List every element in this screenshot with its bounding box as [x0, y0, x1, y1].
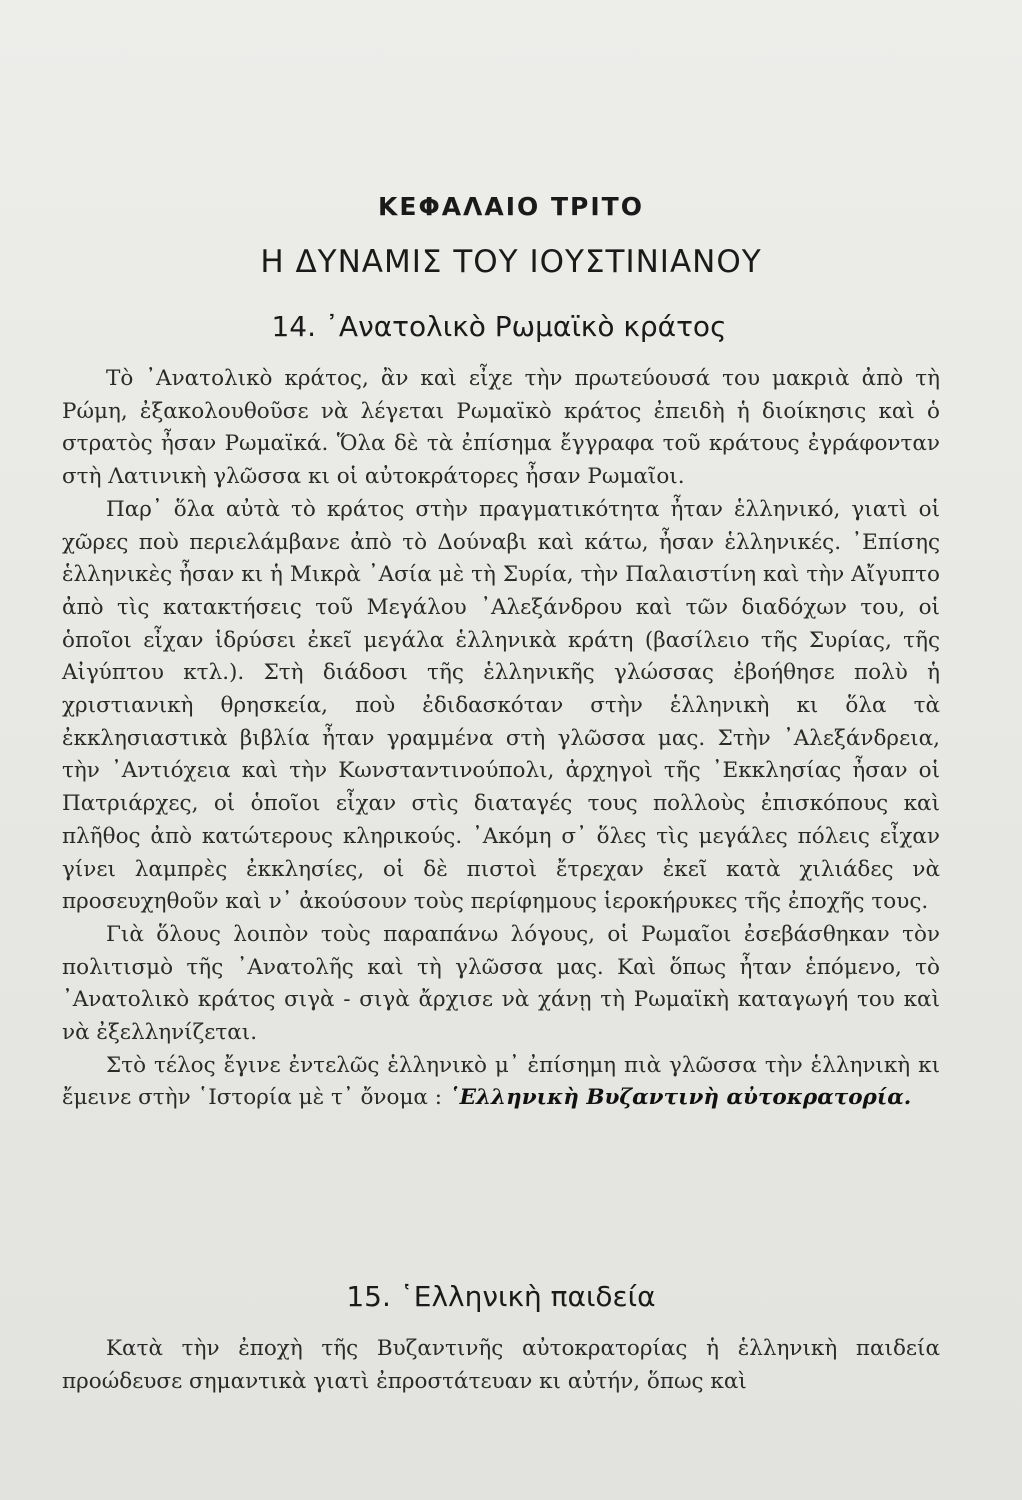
section-14-body [62, 363, 940, 1115]
paragraph-1: Τὸ ᾿Ανατολικὸ κράτος, ἂν καὶ εἶχε τὴν πρωτεύουσά του μακριὰ ἀπὸ τὴ Ρώμη, ἐξακολουθοῦσε νὰ λέγεται Ρωμαϊκὸ κράτος ἐπειδὴ ἡ διοίκησις καὶ ὁ στρατὸς ἦσαν Ρωμαϊκά. Ὅλα δὲ τὰ ἐπίσημα ἔγγραφα τοῦ κράτους ἐγράφονταν στὴ Λατινικὴ γλῶσσα κι οἱ αὐτοκράτορες ἦσαν Ρωμαῖοι. [62, 366, 940, 490]
paragraph-4 [62, 1050, 940, 1115]
chapter-label: ΚΕΦΑΛΑΙΟ ΤΡΙΤΟ [378, 192, 644, 221]
paragraph-2: Παρ᾿ ὅλα αὐτὰ τὸ κράτος στὴν πραγματικότητα ἦταν ἑλληνικό, γιατὶ οἱ χῶρες ποὺ περιελάμβανε ἀπὸ τὸ Δούναβι καὶ κάτω, ἦσαν ἑλληνικές. ᾿Επίσης ἑλληνικὲς ἦσαν κι ἡ Μικρὰ ᾿Ασία μὲ τὴ Συρία, τὴν Παλαιστίνη καὶ τὴν Αἴγυπτο ἀπὸ τὶς κατακτήσεις τοῦ Μεγάλου ᾿Αλεξάνδρου καὶ τῶν διαδόχων του, οἱ ὁποῖοι εἶχαν ἱδρύσει ἐκεῖ μεγάλα ἑλληνικὰ κράτη (βασίλειο τῆς Συρίας, τῆς Αἰγύπτου κτλ.). Στὴ διάδοσι τῆς ἑλληνικῆς γλώσσας ἐβοήθησε πολὺ ἡ χριστιανικὴ θρησκεία, ποὺ ἐδιδασκόταν στὴν ἑλληνικὴ κι ὅλα τὰ ἐκκλησιαστικὰ βιβλία ἦταν γραμμένα στὴ γλῶσσα μας. Στὴν ᾿Αλεξάνδρεια, τὴν ᾿Αντιόχεια καὶ τὴν Κωνσταντινούπολι, ἀρχηγοὶ τῆς ᾿Εκκλησίας ἦσαν οἱ Πατριάρχες, οἱ ὁποῖοι εἶχαν στὶς διαταγές τους πολλοὺς ἐπισκόπους καὶ πλῆθος ἀπὸ κατώτερους κληρικούς. ᾿Ακόμη σ᾿ ὅλες τὶς μεγάλες πόλεις εἶχαν γίνει λαμπρὲς ἐκκλησίες, οἱ δὲ πιστοὶ ἔτρεχαν ἐκεῖ κατὰ χιλιάδες νὰ προσευχηθοῦν καὶ ν᾿ ἀκούσουν τοὺς περίφημους ἱεροκήρυκες τῆς ἐποχῆς τους. [62, 496, 940, 915]
section-15-heading: 15. ῾Ελληνικὴ παιδεία [346, 1280, 656, 1313]
closing-text: Στὸ τέλος ἔγινε ἐντελῶς ἑλληνικὸ μ᾿ ἐπίσημη πιὰ γλῶσσα τὴν ἑλληνικὴ κι ἔμεινε στὴν ῾Ιστορία μὲ τ᾿ ὄνομα : [62, 1052, 940, 1111]
chapter-title: Η ΔΥΝΑΜΙΣ ΤΟΥ ΙΟΥΣΤΙΝΙΑΝΟΥ [260, 244, 762, 280]
paragraph-5: Κατὰ τὴν ἐποχὴ τῆς Βυζαντινῆς αὐτοκρατορίας ἡ ἑλληνικὴ παιδεία προώδευσε σημαντικὰ γιατὶ ἐπροστάτευαν κι αὐτήν, ὅπως καὶ [62, 1336, 940, 1394]
emphasis-byzantine-empire: ῾Ελληνικὴ Βυζαντινὴ αὐτοκρατορία. [448, 1085, 912, 1111]
section-14-heading: 14. ᾿Ανατολικὸ Ρωμαϊκὸ κράτος [271, 310, 727, 343]
paragraph-3: Γιὰ ὅλους λοιπὸν τοὺς παραπάνω λόγους, οἱ Ρωμαῖοι ἐσεβάσθηκαν τὸν πολιτισμὸ τῆς ᾿Ανατολῆς καὶ τὴ γλῶσσα μας. Καὶ ὅπως ἦταν ἑπόμενο, τὸ ᾿Ανατολικὸ κράτος σιγὰ - σιγὰ ἄρχισε νὰ χάνῃ τὴ Ρωμαϊκὴ καταγωγή του καὶ νὰ ἐξελληνίζεται. [62, 921, 940, 1046]
section-15-body [62, 1333, 940, 1398]
